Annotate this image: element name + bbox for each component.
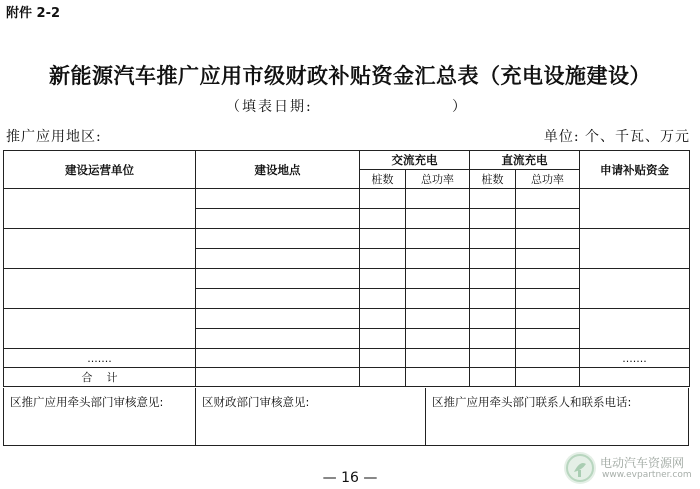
header-dc-power: 总功率 <box>516 170 580 189</box>
table-row <box>4 309 690 329</box>
unit-cell <box>4 269 196 309</box>
watermark-url: www.evpartner.com <box>602 470 692 480</box>
ellipsis-subsidy: ....... <box>580 349 690 368</box>
header-unit: 建设运营单位 <box>4 151 196 189</box>
fill-date-label: （填表日期: <box>226 99 313 115</box>
header-ac-power: 总功率 <box>406 170 470 189</box>
unit-cell <box>4 189 196 229</box>
header-subsidy: 申请补贴资金 <box>580 151 690 189</box>
fill-date <box>226 96 468 116</box>
page-number: — 16 — <box>322 470 378 486</box>
header-dc-count: 桩数 <box>470 170 516 189</box>
table-row <box>4 229 690 249</box>
unit-cell <box>4 229 196 269</box>
ellipsis-row <box>4 349 690 368</box>
subsidy-cell <box>580 309 690 349</box>
lead-dept-opinion: 区推广应用牵头部门审核意见: <box>4 388 196 445</box>
region-label: 推广应用地区: <box>6 129 102 145</box>
watermark-logo-icon <box>564 452 596 484</box>
header-ac-count: 桩数 <box>360 170 406 189</box>
subsidy-cell <box>580 189 690 229</box>
contact-info: 区推广应用牵头部门联系人和联系电话: <box>432 395 632 409</box>
total-label: 合 计 <box>4 368 196 387</box>
watermark <box>564 450 694 486</box>
table-row <box>4 269 690 289</box>
header-dc: 直流充电 <box>470 151 580 170</box>
unit-label: 单位: 个、千瓦、万元 <box>543 129 690 145</box>
page-title: 新能源汽车推广应用市级财政补贴资金汇总表（充电设施建设） <box>49 63 651 88</box>
summary-table <box>3 150 690 387</box>
subsidy-cell <box>580 269 690 309</box>
review-section <box>3 388 689 446</box>
fill-date-close: ） <box>452 99 468 115</box>
subsidy-cell <box>580 229 690 269</box>
unit-cell <box>4 309 196 349</box>
attachment-label: 附件 2-2 <box>6 6 61 21</box>
header-location: 建设地点 <box>196 151 360 189</box>
header-ac: 交流充电 <box>360 151 470 170</box>
table-row <box>4 189 690 209</box>
finance-dept-opinion: 区财政部门审核意见: <box>196 388 426 445</box>
ellipsis-unit: ....... <box>4 349 196 368</box>
watermark-name: 电动汽车资源网 <box>600 456 685 470</box>
total-row <box>4 368 690 387</box>
